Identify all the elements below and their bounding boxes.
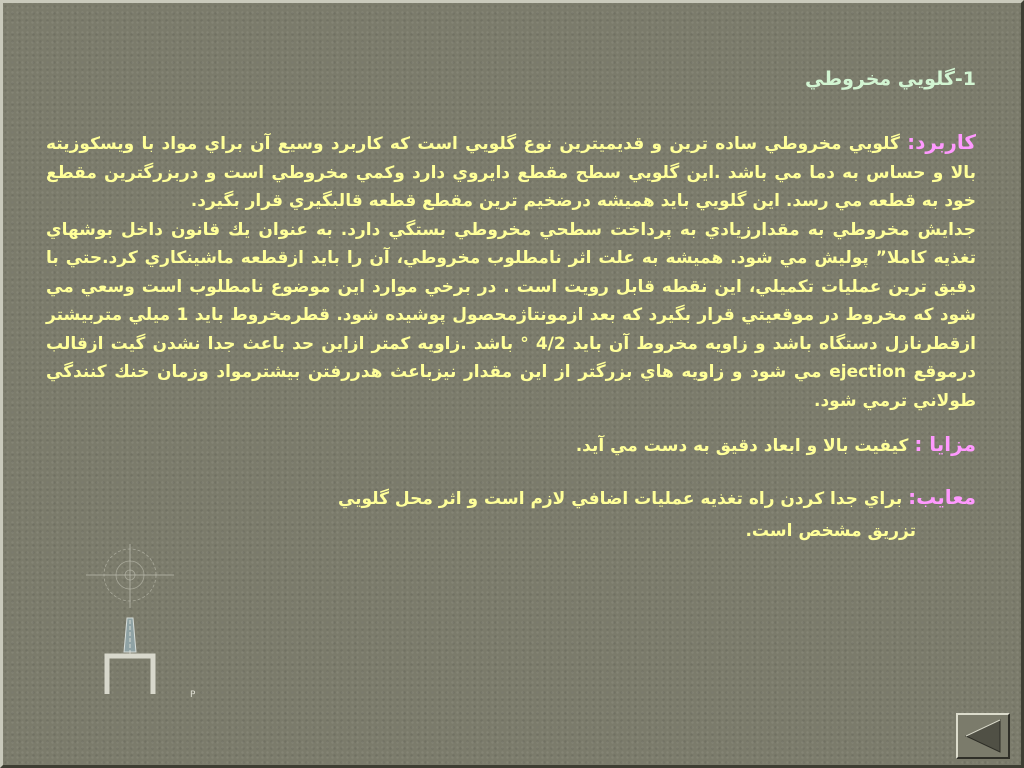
ejection-term: ejection <box>829 362 906 382</box>
disadvantages-label: معايب: <box>908 485 976 509</box>
usage-text-2: جدايش مخروطي به مقدارزيادي به پرداخت سطحي مخروطي بستگي دارد. به عنوان يك قانون داخل بوشهاي تغذيه كاملا” پوليش مي شود. هميشه به علت اثر نامطلوب مخروطي، آن را بايد ازقطعه ماشينكاري كرد.حتي با دقيق ترين عمليات تكميلي، اين نقطه قابل رويت است . در برخي موارد اين موضوع نامطلوب است وسعي مي شود كه مخروط در موقعيتي قرار بگيرد كه بعد ازمونتاژمحصول پوشيده شود. قطرمخروط بايد 1 ميلي متربيشتر ازقطرنازل دستگاه باشد و زاويه مخروط آن بايد 4/2 ° باشد .زاويه كمتر ازاين حد باعث جدا نشدن گيت ازقالب درموقع <box>46 219 977 382</box>
usage-text-3: مي شود و زاويه هاي بزرگتر از اين مقدار نيزباعث هدررفتن بيشترمواد وزمان خنك كنندگي طولاني ترمي شود. <box>46 362 976 411</box>
advantages-text: كيفيت بالا و ابعاد دقيق به دست مي آيد. <box>575 436 915 456</box>
disadvantages-line1: براي جدا كردن راه تغذيه عمليات اضافي لازم است و اثر محل گلويي <box>337 489 909 509</box>
usage-paragraph <box>46 128 976 415</box>
back-button[interactable] <box>956 713 1010 759</box>
disadvantages-section <box>46 481 976 547</box>
disadvantages-line2: تزريق مشخص است. <box>745 521 916 541</box>
usage-text: گلويي مخروطي ساده ترين و قديميترين نوع گلويي است كه كاربرد وسيع آن براي مواد با ويسكوزيته بالا و حساس به دما مي باشد .اين گلويي سطح مقطع دايروي دارد وكمي مخروطي است و دربزرگترين مقطع خود به قطعه مي رسد. اين گلويي بايد هميشه درضخيم ترين مقطع قطعه قالبگيري قرار بگيرد. <box>46 134 976 211</box>
diagram-label: P <box>190 690 196 700</box>
sprue-gate-diagram <box>80 540 210 710</box>
usage-label: کاربرد: <box>907 130 976 154</box>
slide-title: 1-گلويي مخروطي <box>804 68 976 90</box>
back-triangle-icon <box>958 715 1008 757</box>
advantages-label: مزايا : <box>914 432 976 456</box>
advantages-section <box>46 429 976 461</box>
slide-content <box>46 68 976 547</box>
